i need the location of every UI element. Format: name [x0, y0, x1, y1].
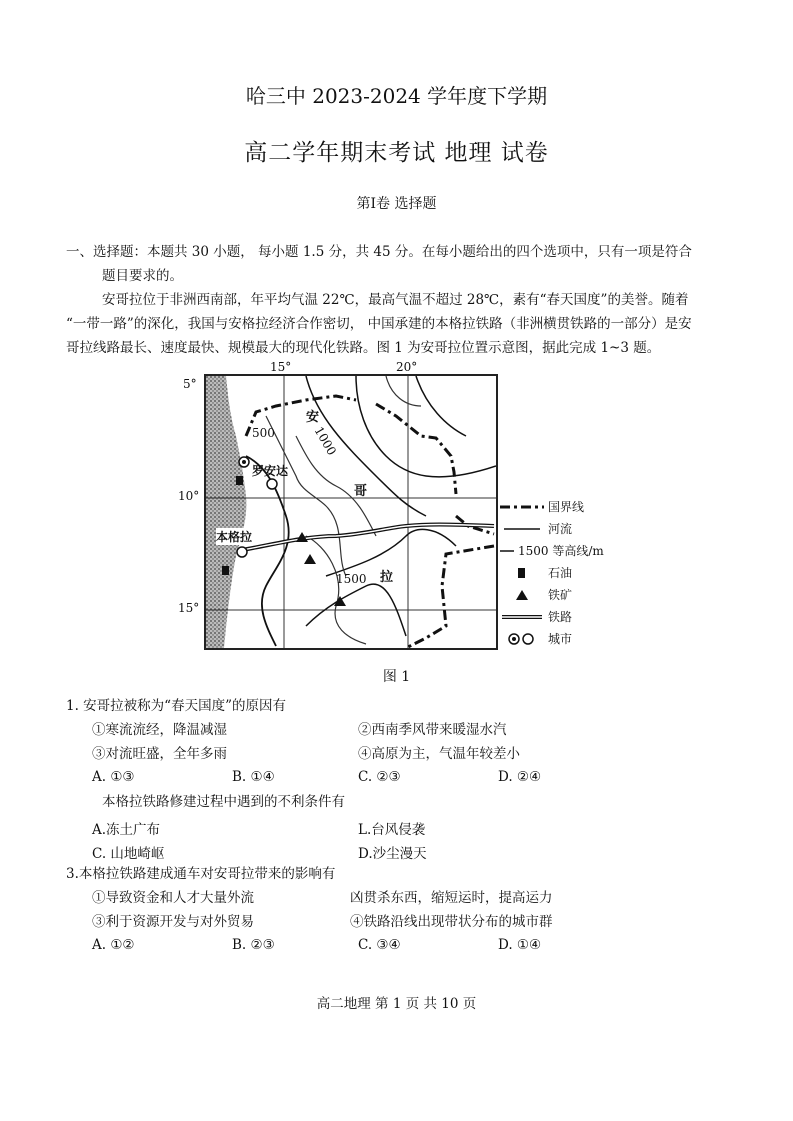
q1-option-a[interactable]: A. ①③ [92, 769, 135, 785]
q3-option-c[interactable]: C. ③④ [358, 937, 401, 953]
q2-option-d[interactable]: D.沙尘漫天 [358, 846, 427, 862]
q1-option-d[interactable]: D. ②④ [498, 769, 542, 785]
legend-border: 国界线 [548, 500, 585, 514]
section-heading: 第Ⅰ卷 选择题 [356, 196, 437, 212]
passage-line1: 安哥拉位于非洲西南部，年平均气温 22℃，最高气温不超过 28℃，素有“春天国度”的美誉。随着 [102, 292, 689, 308]
q1-option-c[interactable]: C. ②③ [358, 769, 401, 785]
q2-stem: 本格拉铁路修建过程中遇到的不利条件有 [102, 794, 345, 810]
country-char-2: 哥 [354, 484, 368, 499]
q3-option-a[interactable]: A. ①② [92, 937, 135, 953]
q1-stem: 1. 安哥拉被称为“春天国度”的原因有 [66, 698, 286, 714]
country-char-3: 拉 [380, 570, 394, 585]
q3-item-2: 凶贯杀东西，缩短运时，提高运力 [350, 890, 553, 906]
exam-title-line2: 高二学年期末考试 地理 试卷 [244, 140, 549, 166]
iron-ore-marker [304, 554, 316, 564]
angola-location-map [204, 374, 498, 650]
q3-stem: 3.本格拉铁路建成通车对安哥拉带来的影响有 [66, 866, 336, 882]
q1-item-2: ②西南季风带来暖湿水汽 [358, 722, 507, 738]
contour-label-1000: 1000 [311, 424, 339, 458]
exam-title-line1: 哈三中 2023-2024 学年度下学期 [245, 84, 548, 108]
oil-marker [236, 476, 243, 485]
q3-item-3: ③利于资源开发与对外贸易 [92, 914, 254, 930]
country-char-1: 安 [306, 410, 320, 425]
q1-option-b[interactable]: B. ①④ [232, 769, 275, 785]
q3-item-1: ①导致资金和人才大量外流 [92, 890, 254, 906]
map-lon-label-15: 15° [270, 360, 292, 374]
map-drawing [206, 376, 496, 648]
figure-caption: 图 1 [382, 669, 411, 685]
contour-label-500: 500 [252, 426, 275, 440]
city-label-luanda: 罗安达 [252, 464, 289, 478]
q1-item-1: ①寒流流经，降温减湿 [92, 722, 227, 738]
legend-iron: 铁矿 [500, 586, 572, 603]
map-lat-label-5: 5° [183, 377, 197, 391]
legend-contour: 1500 等高线/m [518, 544, 604, 558]
benguela-railway [242, 525, 494, 551]
q1-item-4: ④高原为主，气温年较差小 [358, 746, 520, 762]
q3-option-d[interactable]: D. ①④ [498, 937, 542, 953]
q3-item-4: ④铁路沿线出现带状分布的城市群 [350, 914, 553, 930]
map-lon-label-20: 20° [396, 360, 418, 374]
legend-railway: 铁路 [548, 610, 573, 624]
q3-option-b[interactable]: B. ②③ [232, 937, 275, 953]
legend-city: 城市 [500, 630, 572, 647]
instructions-line2: 题目要求的。 [102, 268, 183, 284]
q1-item-3: ③对流旺盛，全年多雨 [92, 746, 227, 762]
q2-option-c[interactable]: C. 山地崎岖 [92, 846, 165, 862]
ocean-area [206, 376, 246, 648]
passage-line3: 哥拉线路最长、速度最快、规模最大的现代化铁路。图 1 为安哥拉位置示意图，据此完成 1~3 题。 [66, 340, 661, 356]
legend-oil: 石油 [500, 564, 572, 581]
q2-option-a[interactable]: A.冻土广布 [92, 822, 161, 838]
contour-label-1500: 1500 [336, 572, 367, 586]
map-lat-label-10: 10° [178, 489, 200, 503]
city-label-benguela: 本格拉 [216, 530, 253, 544]
q2-option-b[interactable]: L.台风侵袭 [358, 822, 426, 838]
page-footer: 高二地理 第 1 页 共 10 页 [316, 996, 477, 1012]
legend-river: 河流 [548, 522, 573, 536]
map-lat-label-15: 15° [178, 601, 200, 615]
benguela-city-marker [237, 547, 247, 557]
passage-line2: “一带一路”的深化，我国与安格拉经济合作密切， 中国承建的本格拉铁路（非洲横贯铁路的一部分）是安 [66, 316, 692, 332]
instructions-line1: 一、选择题：本题共 30 小题， 每小题 1.5 分，共 45 分。在每小题给出的四个选项中，只有一项是符合 [66, 244, 692, 260]
